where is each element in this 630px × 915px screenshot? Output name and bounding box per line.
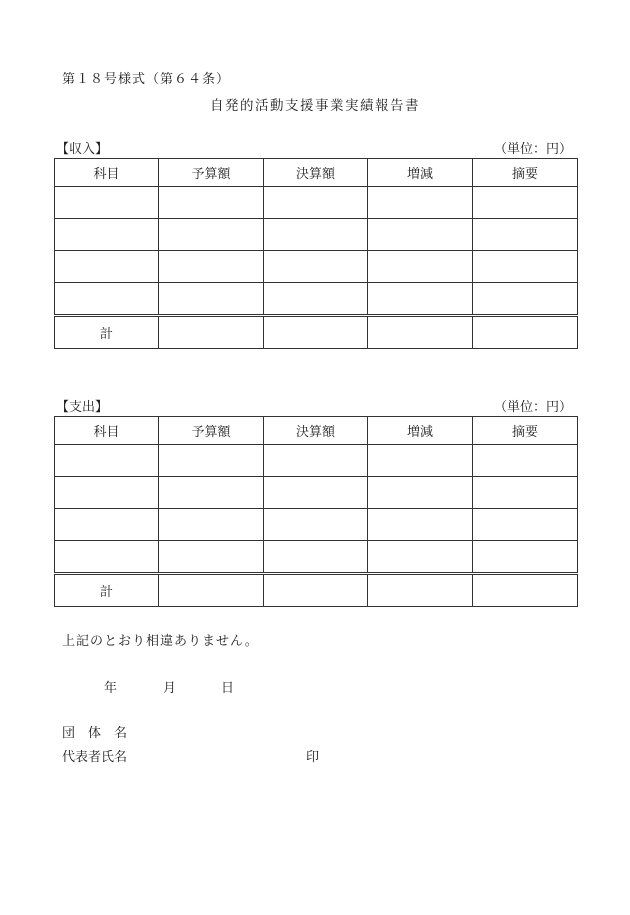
table-cell[interactable] (159, 187, 264, 219)
table-cell[interactable] (159, 219, 264, 251)
table-cell[interactable] (368, 477, 473, 509)
table-cell[interactable] (264, 187, 368, 219)
col-header-subject: 科目 (55, 159, 159, 187)
table-cell[interactable] (473, 219, 578, 251)
table-cell[interactable] (159, 283, 264, 316)
table-cell[interactable] (264, 509, 368, 541)
table-cell[interactable] (159, 509, 264, 541)
table-cell[interactable] (264, 316, 368, 349)
table-cell[interactable] (473, 187, 578, 219)
table-cell[interactable] (55, 251, 159, 283)
table-cell[interactable] (159, 541, 264, 574)
col-header-change: 増減 (368, 159, 473, 187)
table-cell[interactable] (473, 316, 578, 349)
table-cell[interactable] (368, 445, 473, 477)
table-cell[interactable] (473, 541, 578, 574)
table-cell[interactable] (368, 219, 473, 251)
table-cell[interactable] (473, 445, 578, 477)
table-cell[interactable] (473, 251, 578, 283)
total-label: 計 (55, 316, 159, 349)
total-label: 計 (55, 574, 159, 607)
table-cell[interactable] (368, 574, 473, 607)
table-cell[interactable] (264, 283, 368, 316)
table-row (55, 187, 578, 219)
seal-mark: 印 (306, 750, 320, 765)
table-cell[interactable] (264, 477, 368, 509)
income-heading: 【収入】 (56, 142, 109, 157)
form-number: 第１８号様式（第６４条） (62, 72, 231, 87)
col-header-subject: 科目 (55, 417, 159, 445)
table-cell[interactable] (368, 283, 473, 316)
document-title: 自発的活動支援事業実績報告書 (210, 98, 420, 114)
table-cell[interactable] (55, 477, 159, 509)
table-cell[interactable] (264, 445, 368, 477)
income-total-row (55, 316, 578, 349)
table-cell[interactable] (159, 477, 264, 509)
date-day-label: 日 (221, 681, 235, 696)
expense-unit: （単位：円） (493, 400, 572, 415)
representative-name-label: 代表者氏名 (62, 750, 128, 765)
table-cell[interactable] (368, 541, 473, 574)
table-row (55, 251, 578, 283)
table-cell[interactable] (473, 477, 578, 509)
table-cell[interactable] (55, 445, 159, 477)
col-header-remarks: 摘要 (473, 417, 578, 445)
organization-name-label: 団 体 名 (62, 726, 128, 741)
col-header-remarks: 摘要 (473, 159, 578, 187)
table-cell[interactable] (264, 251, 368, 283)
table-cell[interactable] (55, 219, 159, 251)
table-cell[interactable] (473, 283, 578, 316)
expense-total-row (55, 574, 578, 607)
table-cell[interactable] (264, 574, 368, 607)
col-header-settlement: 決算額 (264, 159, 368, 187)
col-header-budget: 予算額 (159, 417, 264, 445)
col-header-budget: 予算額 (159, 159, 264, 187)
table-cell[interactable] (159, 574, 264, 607)
expense-header-row (55, 417, 578, 445)
table-row (55, 283, 578, 316)
expense-heading: 【支出】 (56, 400, 109, 415)
table-cell[interactable] (473, 574, 578, 607)
table-cell[interactable] (55, 283, 159, 316)
table-row (55, 445, 578, 477)
table-cell[interactable] (55, 187, 159, 219)
income-unit: （単位：円） (493, 142, 572, 157)
table-cell[interactable] (264, 219, 368, 251)
expense-table (54, 416, 578, 607)
table-cell[interactable] (473, 509, 578, 541)
table-cell[interactable] (55, 509, 159, 541)
date-month-label: 月 (163, 681, 177, 696)
income-table (54, 158, 578, 349)
table-cell[interactable] (368, 251, 473, 283)
income-header-row (55, 159, 578, 187)
date-year-label: 年 (104, 681, 118, 696)
table-cell[interactable] (368, 509, 473, 541)
table-cell[interactable] (159, 251, 264, 283)
table-row (55, 477, 578, 509)
table-row (55, 541, 578, 574)
table-cell[interactable] (55, 541, 159, 574)
col-header-settlement: 決算額 (264, 417, 368, 445)
declaration-text: 上記のとおり相違ありません。 (62, 634, 259, 649)
col-header-change: 増減 (368, 417, 473, 445)
table-row (55, 219, 578, 251)
table-cell[interactable] (159, 316, 264, 349)
table-cell[interactable] (264, 541, 368, 574)
table-cell[interactable] (368, 187, 473, 219)
table-cell[interactable] (159, 445, 264, 477)
table-row (55, 509, 578, 541)
table-cell[interactable] (368, 316, 473, 349)
